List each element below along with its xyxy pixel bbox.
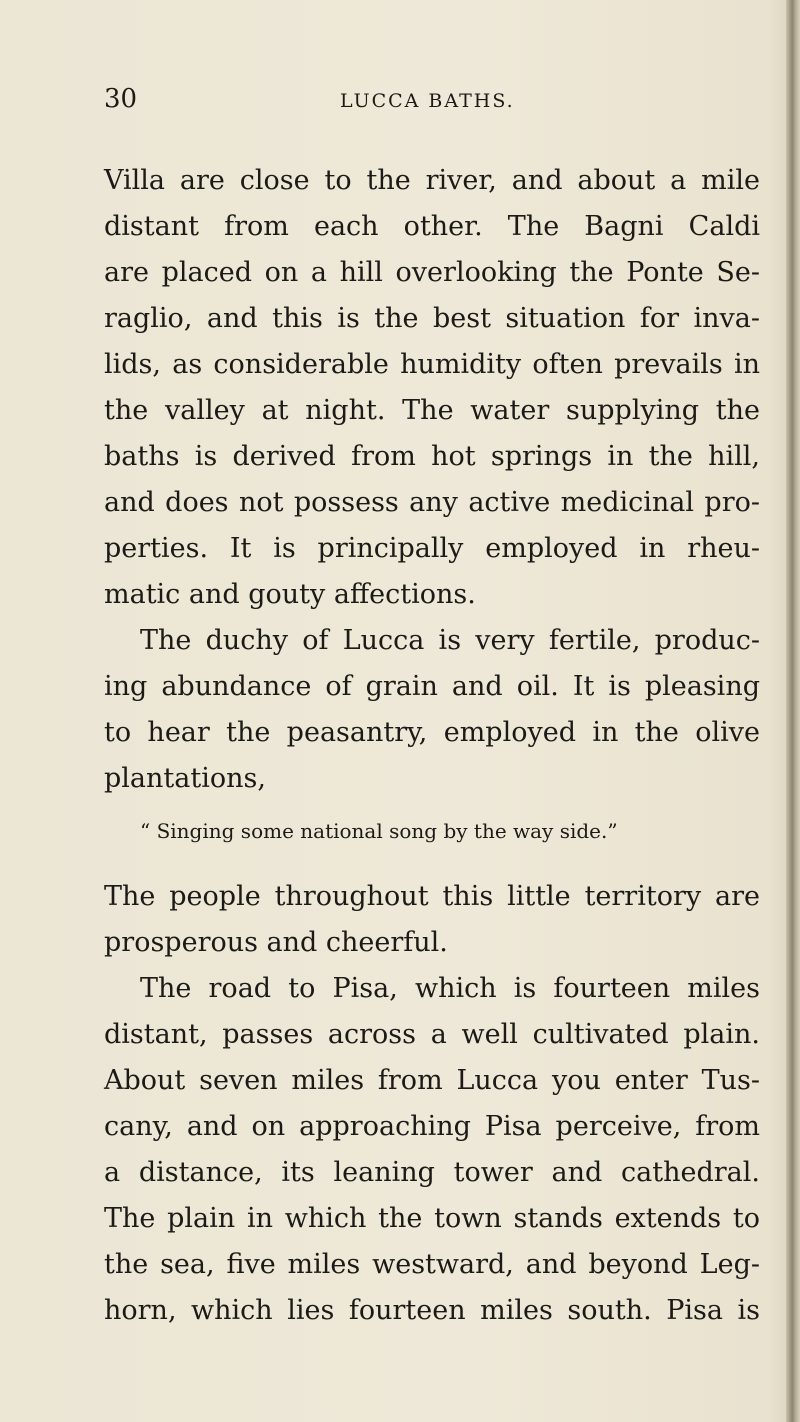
text-line: The plain in which the town stands extends to: [104, 1203, 760, 1234]
page-header: [0, 84, 800, 124]
text-line: Villa are close to the river, and about a mile: [104, 165, 760, 196]
text-line: plantations,: [104, 763, 266, 794]
text-line: baths is derived from hot springs in the hill,: [104, 441, 760, 472]
text-line: are placed on a hill overlooking the Ponte Se-: [104, 257, 760, 288]
text-line: About seven miles from Lucca you enter Tus-: [104, 1065, 760, 1096]
text-line: to hear the peasantry, employed in the olive: [104, 717, 760, 748]
running-head: LUCCA BATHS.: [340, 90, 515, 112]
body-text: [104, 158, 760, 1334]
quotation: “ Singing some national song by the way side.”: [140, 819, 618, 843]
text-line: raglio, and this is the best situation for inva-: [104, 303, 760, 334]
text-line: The road to Pisa, which is fourteen miles: [140, 973, 760, 1004]
text-line: the sea, five miles westward, and beyond Leg-: [104, 1249, 760, 1280]
text-line: ing abundance of grain and oil. It is pleasing: [104, 671, 760, 702]
text-line: perties. It is principally employed in rheu-: [104, 533, 760, 564]
text-line: the valley at night. The water supplying the: [104, 395, 760, 426]
text-line: distant, passes across a well cultivated plain.: [104, 1019, 760, 1050]
page-edge: [786, 0, 800, 1422]
text-line: a distance, its leaning tower and cathedral.: [104, 1157, 760, 1188]
text-line: cany, and on approaching Pisa perceive, from: [104, 1111, 760, 1142]
text-line: The duchy of Lucca is very fertile, produc-: [140, 625, 760, 656]
text-line: prosperous and cheerful.: [104, 927, 448, 958]
paragraph-2: [104, 618, 760, 802]
paragraph-1: [104, 158, 760, 618]
text-line: matic and gouty affections.: [104, 579, 476, 610]
text-line: The people throughout this little territory are: [104, 881, 760, 912]
text-line: distant from each other. The Bagni Caldi: [104, 211, 760, 242]
paragraph-3: [104, 874, 760, 966]
text-line: horn, which lies fourteen miles south. Pisa is: [104, 1295, 760, 1326]
paragraph-4: [104, 966, 760, 1334]
text-line: and does not possess any active medicinal pro-: [104, 487, 760, 518]
text-line: lids, as considerable humidity often prevails in: [104, 349, 760, 380]
page-number: 30: [104, 84, 138, 114]
